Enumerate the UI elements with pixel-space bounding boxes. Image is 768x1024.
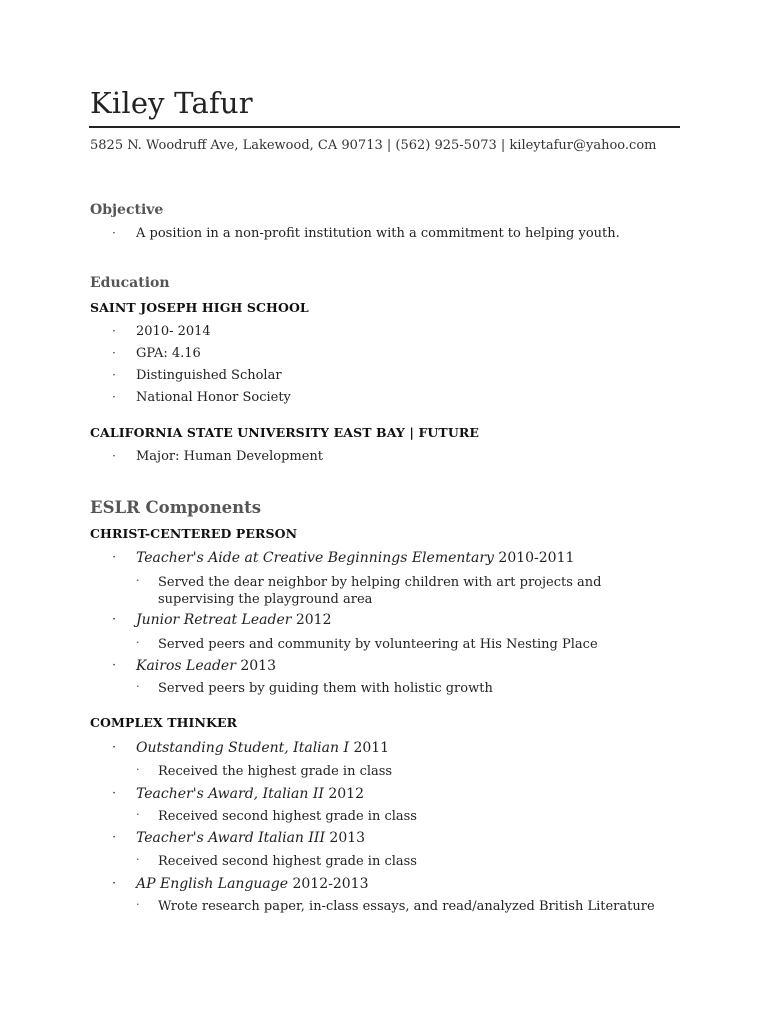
entry-role: Kairos Leader: [136, 658, 236, 674]
eslr-heading: ESLR Components: [90, 498, 262, 517]
eslr-group-name: CHRIST-CENTERED PERSON: [90, 526, 298, 541]
entry-year: 2013: [324, 830, 366, 846]
entry-year: 2010-2011: [493, 550, 575, 566]
bullet-icon: ·: [112, 449, 116, 463]
entry-year: 2013: [235, 658, 277, 674]
objective-heading: Objective: [90, 202, 164, 218]
sub-bullet-icon: ·: [136, 808, 140, 821]
bullet-icon: ·: [112, 390, 116, 404]
entry-detail: Wrote research paper, in-class essays, and read/analyzed British Literature: [158, 899, 655, 914]
entry-year: 2011: [349, 740, 390, 756]
entry-role: AP English Language: [136, 876, 289, 892]
bullet-icon: ·: [112, 658, 117, 673]
bullet-icon: ·: [112, 226, 116, 240]
bullet-icon: ·: [112, 550, 117, 565]
bullet-icon: ·: [112, 346, 116, 360]
entry-detail: Served peers by guiding them with holistic growth: [158, 681, 493, 696]
entry-role: Teacher's Award, Italian II: [136, 786, 324, 802]
sub-bullet-icon: ·: [136, 636, 140, 649]
resume-name: Kiley Tafur: [90, 86, 253, 120]
bullet-icon: ·: [112, 612, 117, 627]
entry-role: Teacher's Aide at Creative Beginnings Elementary: [136, 550, 494, 566]
education-item-text: Distinguished Scholar: [136, 368, 282, 383]
bullet-icon: ·: [112, 368, 116, 382]
entry-detail: Received second highest grade in class: [158, 809, 417, 824]
education-heading: Education: [90, 275, 170, 291]
contact-line: 5825 N. Woodruff Ave, Lakewood, CA 90713 | (562) 925-5073 | kileytafur@yahoo.com: [90, 138, 657, 153]
sub-bullet-icon: ·: [136, 898, 140, 911]
sub-bullet-icon: ·: [136, 853, 140, 866]
entry-detail: Received second highest grade in class: [158, 854, 417, 869]
sub-bullet-icon: ·: [136, 574, 140, 587]
entry-year: 2012: [291, 612, 332, 628]
header-divider: [89, 126, 680, 128]
entry-role: Junior Retreat Leader: [136, 612, 292, 628]
objective-text: A position in a non-profit institution with a commitment to helping youth.: [136, 226, 620, 241]
sub-bullet-icon: ·: [136, 763, 140, 776]
eslr-group-name: COMPLEX THINKER: [90, 715, 238, 730]
sub-bullet-icon: ·: [136, 680, 140, 693]
entry-detail: Served peers and community by volunteering at His Nesting Place: [158, 637, 598, 652]
school-name: CALIFORNIA STATE UNIVERSITY EAST BAY | FUTURE: [90, 425, 479, 440]
entry-year: 2012: [323, 786, 364, 802]
entry-role: Teacher's Award Italian III: [136, 830, 325, 846]
entry-detail: Served the dear neighbor by helping children with art projects and supervising the playground area: [158, 575, 602, 607]
entry-detail: Received the highest grade in class: [158, 764, 393, 779]
education-item-text: National Honor Society: [136, 390, 291, 405]
entry-year: 2012-2013: [288, 876, 369, 892]
entry-role: Outstanding Student, Italian I: [136, 740, 349, 756]
school-name: SAINT JOSEPH HIGH SCHOOL: [90, 300, 309, 315]
bullet-icon: ·: [112, 324, 116, 338]
bullet-icon: ·: [112, 830, 117, 845]
bullet-icon: ·: [112, 876, 117, 891]
education-item-text: Major: Human Development: [136, 449, 324, 464]
education-item-text: 2010- 2014: [136, 324, 211, 339]
education-item-text: GPA: 4.16: [136, 346, 201, 361]
bullet-icon: ·: [112, 740, 117, 755]
bullet-icon: ·: [112, 786, 117, 801]
